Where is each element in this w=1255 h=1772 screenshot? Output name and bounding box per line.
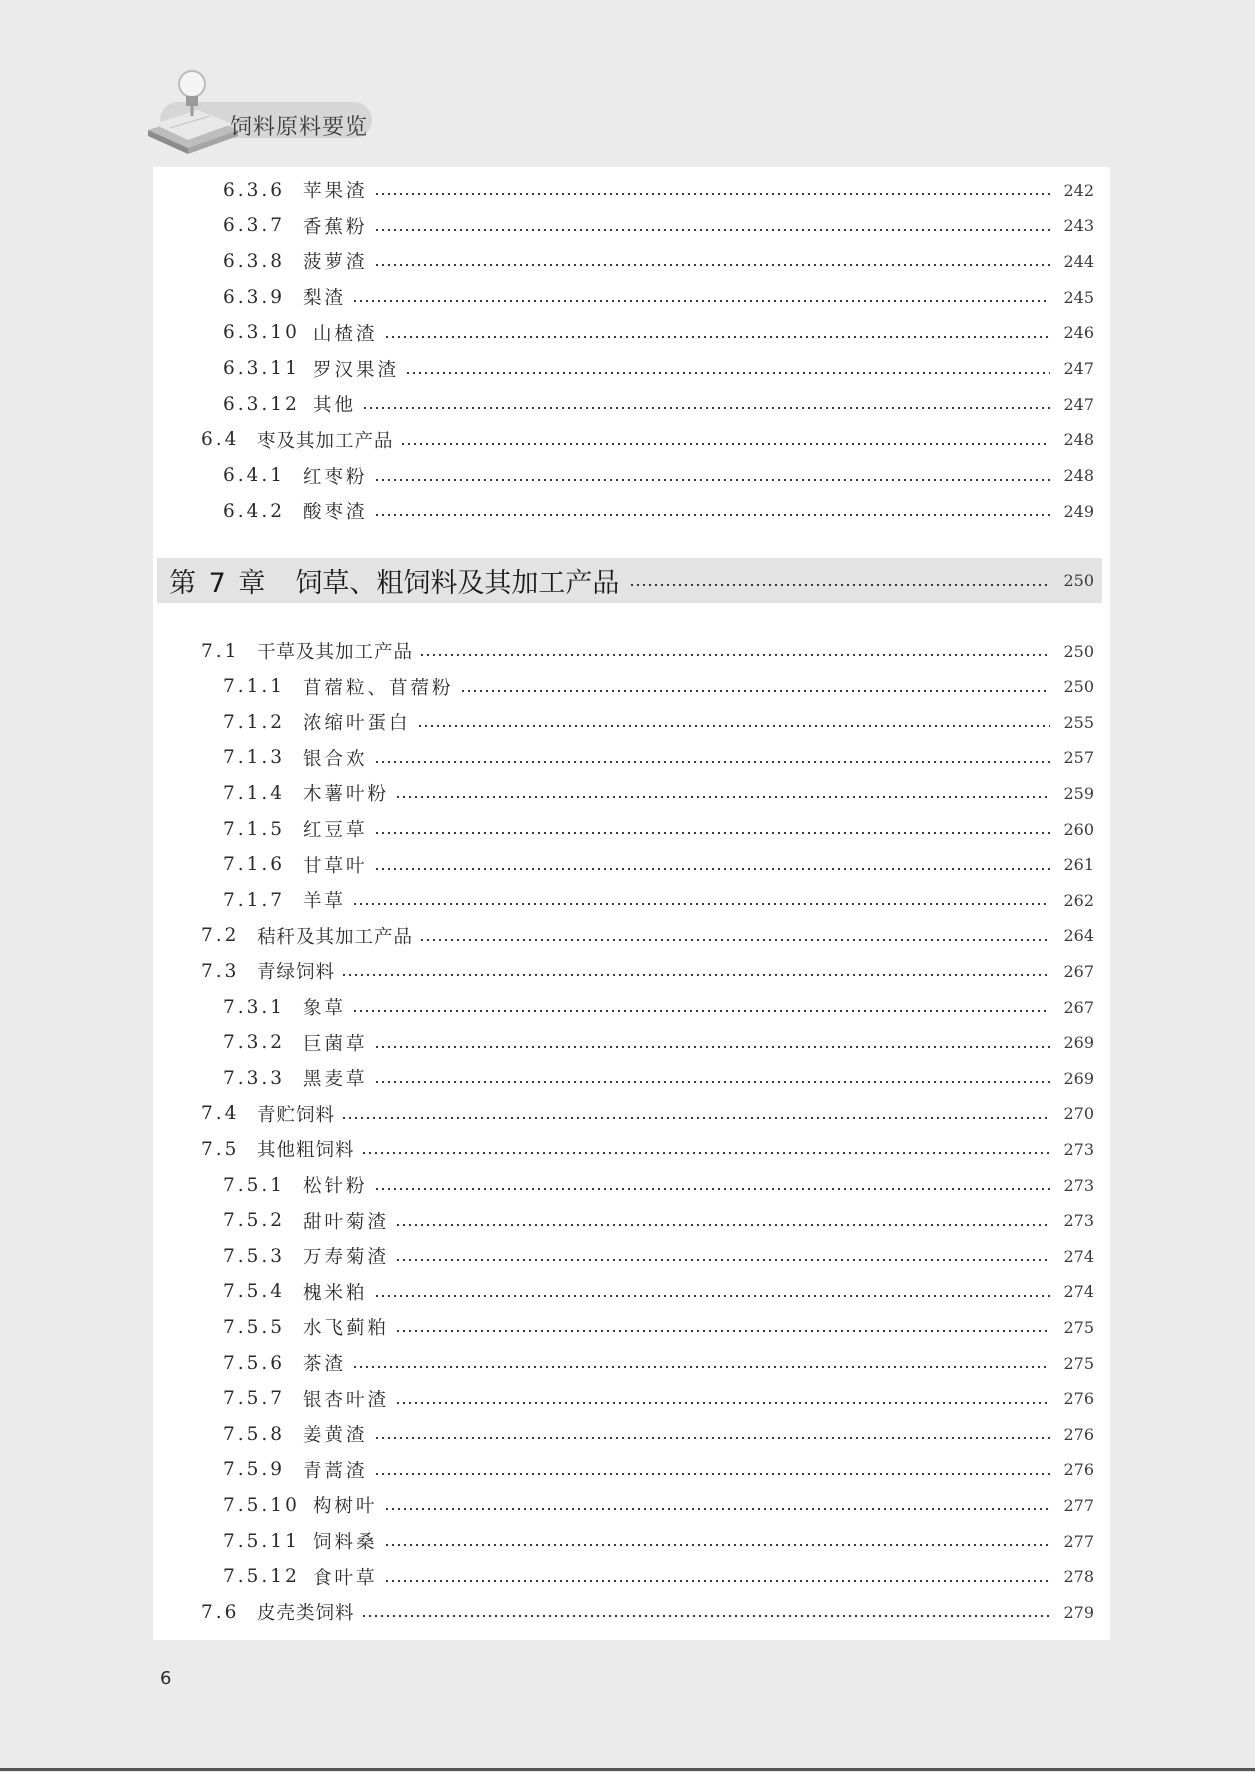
toc-entry-page-number: 247 [1063, 394, 1094, 414]
toc-entry-number: 6.3.11 [223, 358, 300, 379]
dot-leader [395, 796, 1050, 798]
toc-entry-number: 6.4.1 [223, 465, 286, 487]
toc-entry[interactable] [153, 1487, 1110, 1523]
toc-entry-number: 7.3.2 [223, 1032, 286, 1054]
toc-entry[interactable] [153, 775, 1110, 811]
dot-leader [374, 1295, 1050, 1297]
toc-entry-page-number: 273 [1063, 1139, 1094, 1159]
toc-entry-number: 7.1.1 [223, 676, 286, 698]
dot-leader [395, 1402, 1050, 1404]
toc-entry-number: 6.3.8 [223, 250, 286, 272]
bottom-rule [0, 1768, 1255, 1771]
toc-entry-number: 7.4 [201, 1103, 240, 1125]
toc-entry-page-number: 255 [1063, 712, 1094, 732]
dot-leader [374, 761, 1050, 763]
toc-entry[interactable] [153, 1594, 1110, 1630]
dot-leader [352, 300, 1050, 302]
toc-entry-page-number: 269 [1063, 1068, 1094, 1088]
toc-entry-title: 菠萝渣 [303, 252, 368, 274]
dot-leader [374, 479, 1050, 481]
dot-leader [374, 1188, 1050, 1190]
toc-entry-title: 红豆草 [303, 820, 368, 841]
toc-entry-page-number: 270 [1063, 1104, 1094, 1124]
toc-entry-title: 酸枣渣 [303, 502, 368, 524]
dot-leader [362, 407, 1050, 409]
toc-entry[interactable] [153, 847, 1110, 883]
dot-leader [460, 690, 1050, 692]
page-number: 6 [160, 1668, 172, 1689]
toc-entry-page-number: 275 [1063, 1317, 1094, 1337]
toc-entry-page-number: 269 [1063, 1033, 1094, 1053]
toc-entry[interactable] [153, 243, 1110, 279]
toc-entry[interactable] [153, 279, 1110, 315]
toc-entry-title: 皮壳类饲料 [257, 1603, 355, 1625]
toc-entry[interactable] [153, 1238, 1110, 1274]
dot-leader [361, 1615, 1050, 1617]
toc-entry-number: 7.5.10 [223, 1494, 300, 1516]
toc-entry[interactable] [153, 208, 1110, 244]
toc-entry-page-number: 278 [1063, 1567, 1094, 1587]
chapter-title: 饲草、粗饲料及其加工产品 [295, 568, 620, 599]
toc-entry-title: 木薯叶粉 [303, 784, 390, 806]
toc-entry-page-number: 248 [1063, 466, 1094, 486]
toc-entry-page-number: 277 [1063, 1531, 1094, 1551]
toc-entry[interactable] [153, 740, 1110, 776]
toc-entry-page-number: 264 [1063, 926, 1094, 946]
toc-entry-number: 6.3.6 [223, 179, 286, 201]
toc-entry-number: 6.4 [201, 429, 240, 451]
chapter-number: 第 7 章 [169, 568, 268, 599]
dot-leader [352, 903, 1050, 905]
toc-entry-number: 7.2 [201, 925, 240, 947]
toc-entry-number: 7.5.5 [223, 1316, 286, 1338]
toc-panel [153, 167, 1110, 1640]
toc-entry-number: 7.5.8 [223, 1423, 286, 1445]
dot-leader [405, 372, 1050, 374]
toc-entry[interactable] [153, 1096, 1110, 1132]
toc-entry-title: 梨渣 [303, 288, 347, 310]
toc-entry-title: 黑麦草 [303, 1069, 368, 1091]
chapter-heading[interactable] [157, 558, 1102, 603]
toc-entry-title: 其他粗饲料 [257, 1140, 355, 1162]
toc-entry-page-number: 248 [1063, 430, 1094, 450]
toc-entry[interactable] [153, 1060, 1110, 1096]
dot-leader [374, 1046, 1050, 1048]
toc-entry-title: 罗汉果渣 [313, 359, 400, 381]
toc-entry-page-number: 259 [1063, 783, 1094, 803]
toc-entry-title: 山楂渣 [313, 323, 378, 345]
dot-leader [419, 654, 1050, 656]
toc-entry-page-number: 277 [1063, 1495, 1094, 1515]
toc-entry-title: 羊草 [303, 891, 347, 913]
toc-entry-title: 食叶草 [313, 1567, 378, 1589]
toc-entry-title: 银合欢 [303, 748, 368, 770]
toc-entry[interactable] [153, 953, 1110, 989]
toc-entry-page-number: 247 [1063, 359, 1094, 378]
toc-entry-page-number: 276 [1063, 1389, 1094, 1409]
dot-leader [341, 1117, 1050, 1119]
toc-entry[interactable] [153, 811, 1110, 847]
toc-entry-number: 7.6 [201, 1601, 240, 1623]
toc-entry[interactable] [153, 422, 1110, 458]
toc-entry[interactable] [153, 386, 1110, 422]
toc-entry-number: 7.1 [201, 640, 240, 662]
dot-leader [374, 229, 1050, 231]
toc-entry-page-number: 267 [1063, 997, 1094, 1017]
toc-entry-page-number: 273 [1063, 1175, 1094, 1195]
toc-entry-number: 7.5.4 [223, 1281, 286, 1303]
dot-leader [419, 939, 1050, 941]
dot-leader [395, 1224, 1050, 1226]
toc-entry[interactable] [153, 882, 1110, 918]
toc-entry-number: 7.5.11 [223, 1530, 300, 1552]
toc-entry-number: 7.5.1 [223, 1174, 286, 1196]
toc-entry-page-number: 275 [1063, 1353, 1094, 1373]
toc-entry-page-number: 250 [1063, 641, 1094, 661]
dot-leader [374, 1473, 1050, 1475]
toc-entry-number: 6.3.12 [223, 393, 300, 415]
toc-entry[interactable] [153, 1025, 1110, 1061]
toc-entry-page-number: 261 [1063, 855, 1094, 875]
toc-entry-page-number: 279 [1063, 1602, 1094, 1622]
toc-entry-page-number: 276 [1063, 1460, 1094, 1480]
dot-leader [352, 1010, 1050, 1012]
toc-entry-title: 巨菌草 [303, 1033, 368, 1055]
toc-entry[interactable] [153, 669, 1110, 705]
toc-entry-number: 7.1.2 [223, 711, 286, 733]
toc-entry-title: 槐米粕 [303, 1282, 368, 1304]
dot-leader [417, 725, 1050, 727]
toc-entry[interactable] [153, 1416, 1110, 1452]
toc-entry-title: 甜叶菊渣 [303, 1211, 390, 1233]
toc-entry-number: 7.5.2 [223, 1210, 286, 1232]
toc-entry-title: 浓缩叶蛋白 [303, 713, 411, 735]
dot-leader [341, 974, 1050, 976]
dot-leader [629, 584, 1050, 586]
toc-entry[interactable] [153, 458, 1110, 494]
toc-entry-title: 秸秆及其加工产品 [257, 926, 414, 948]
toc-entry-title: 甘草叶 [303, 855, 368, 877]
toc-entry-page-number: 273 [1063, 1211, 1094, 1231]
toc-entry-number: 7.1.6 [223, 854, 286, 876]
dot-leader [384, 1544, 1050, 1546]
toc-entry[interactable] [153, 1203, 1110, 1239]
toc-entry-title: 万寿菊渣 [303, 1247, 390, 1269]
toc-entry-page-number: 250 [1063, 677, 1094, 697]
toc-entry[interactable] [153, 1274, 1110, 1310]
toc-entry-number: 6.3.9 [223, 286, 286, 308]
toc-entry-title: 香蕉粉 [303, 216, 368, 238]
toc-entry[interactable] [153, 1523, 1110, 1559]
toc-entry[interactable] [153, 633, 1110, 669]
toc-entry-number: 7.3.1 [223, 996, 286, 1018]
toc-entry-page-number: 260 [1063, 819, 1094, 839]
toc-entry-title: 其他 [313, 395, 357, 417]
toc-entry-number: 6.3.7 [223, 215, 286, 237]
dot-leader [400, 443, 1050, 445]
toc-entry[interactable] [153, 704, 1110, 740]
toc-entry-title: 枣及其加工产品 [257, 430, 394, 452]
dot-leader [352, 1366, 1050, 1368]
dot-leader [374, 193, 1050, 195]
toc-entry-title: 干草及其加工产品 [257, 642, 414, 663]
toc-entry[interactable] [153, 989, 1110, 1025]
toc-entry[interactable] [153, 493, 1110, 529]
toc-entry-title: 银杏叶渣 [303, 1389, 390, 1411]
chapter-page-number: 250 [1063, 571, 1094, 590]
toc-entry[interactable] [153, 1381, 1110, 1417]
toc-entry-number: 7.5.12 [223, 1566, 300, 1588]
book-title: 饲料原料要览 [230, 115, 369, 140]
toc-entry[interactable] [153, 1131, 1110, 1167]
dot-leader [384, 1580, 1050, 1582]
toc-entry-page-number: 257 [1063, 748, 1094, 768]
toc-entry[interactable] [153, 1452, 1110, 1488]
toc-entry-page-number: 243 [1063, 216, 1094, 236]
toc-entry-title: 姜黄渣 [303, 1425, 368, 1447]
dot-leader [374, 868, 1050, 870]
toc-entry-number: 7.1.5 [223, 818, 286, 840]
toc-entry-number: 7.5.7 [223, 1388, 286, 1410]
toc-entry-number: 7.3.3 [223, 1067, 286, 1089]
toc-entry-number: 7.5 [201, 1138, 240, 1160]
toc-entry[interactable] [153, 1167, 1110, 1203]
toc-entry[interactable] [153, 172, 1110, 208]
toc-entry-page-number: 274 [1063, 1282, 1094, 1302]
dot-leader [374, 832, 1050, 834]
toc-entry-page-number: 276 [1063, 1424, 1094, 1444]
toc-entry-title: 青绿饲料 [257, 962, 336, 984]
toc-entry-page-number: 274 [1063, 1246, 1094, 1266]
toc-entry-title: 红枣粉 [303, 466, 368, 488]
dot-leader [361, 1152, 1050, 1154]
dot-leader [395, 1330, 1050, 1332]
toc-entry-title: 松针粉 [303, 1176, 368, 1197]
toc-entry-page-number: 262 [1063, 890, 1094, 910]
toc-entry-title: 饲料桑 [313, 1532, 378, 1553]
toc-entry-number: 7.3 [201, 960, 240, 982]
toc-entry-page-number: 242 [1063, 180, 1094, 200]
toc-entry-number: 7.1.4 [223, 782, 286, 804]
dot-leader [374, 264, 1050, 266]
toc-entry-page-number: 246 [1063, 323, 1094, 343]
toc-entry-title: 苜蓿粒、苜蓿粉 [303, 677, 454, 699]
toc-entry-title: 苹果渣 [303, 181, 368, 202]
toc-entry-title: 青贮饲料 [257, 1104, 336, 1126]
toc-entry-title: 水飞蓟粕 [303, 1318, 390, 1340]
toc-entry-number: 6.4.2 [223, 500, 286, 522]
dot-leader [395, 1259, 1050, 1261]
dot-leader [374, 1437, 1050, 1439]
toc-entry-number: 7.5.3 [223, 1245, 286, 1267]
toc-entry-page-number: 245 [1063, 287, 1094, 307]
toc-entry-page-number: 249 [1063, 501, 1094, 521]
toc-entry[interactable] [153, 1345, 1110, 1381]
dot-leader [384, 336, 1050, 338]
toc-entry-number: 7.1.3 [223, 747, 286, 769]
toc-entry-title: 象草 [303, 998, 347, 1019]
toc-entry-number: 7.5.6 [223, 1352, 286, 1374]
toc-entry[interactable] [153, 351, 1110, 387]
toc-entry[interactable] [153, 1309, 1110, 1345]
dot-leader [374, 1081, 1050, 1083]
toc-entry-number: 7.1.7 [223, 889, 286, 911]
toc-entry-number: 6.3.10 [223, 322, 300, 344]
toc-entry-page-number: 244 [1063, 251, 1094, 271]
toc-entry[interactable] [153, 315, 1110, 351]
toc-entry-number: 7.5.9 [223, 1459, 286, 1481]
toc-entry[interactable] [153, 1559, 1110, 1595]
toc-entry-title: 茶渣 [303, 1354, 347, 1375]
dot-leader [374, 514, 1050, 516]
toc-entry-page-number: 267 [1063, 961, 1094, 981]
toc-entry-title: 构树叶 [313, 1496, 378, 1518]
toc-entry[interactable] [153, 918, 1110, 954]
toc-entry-title: 青蒿渣 [303, 1460, 368, 1482]
dot-leader [384, 1508, 1050, 1510]
